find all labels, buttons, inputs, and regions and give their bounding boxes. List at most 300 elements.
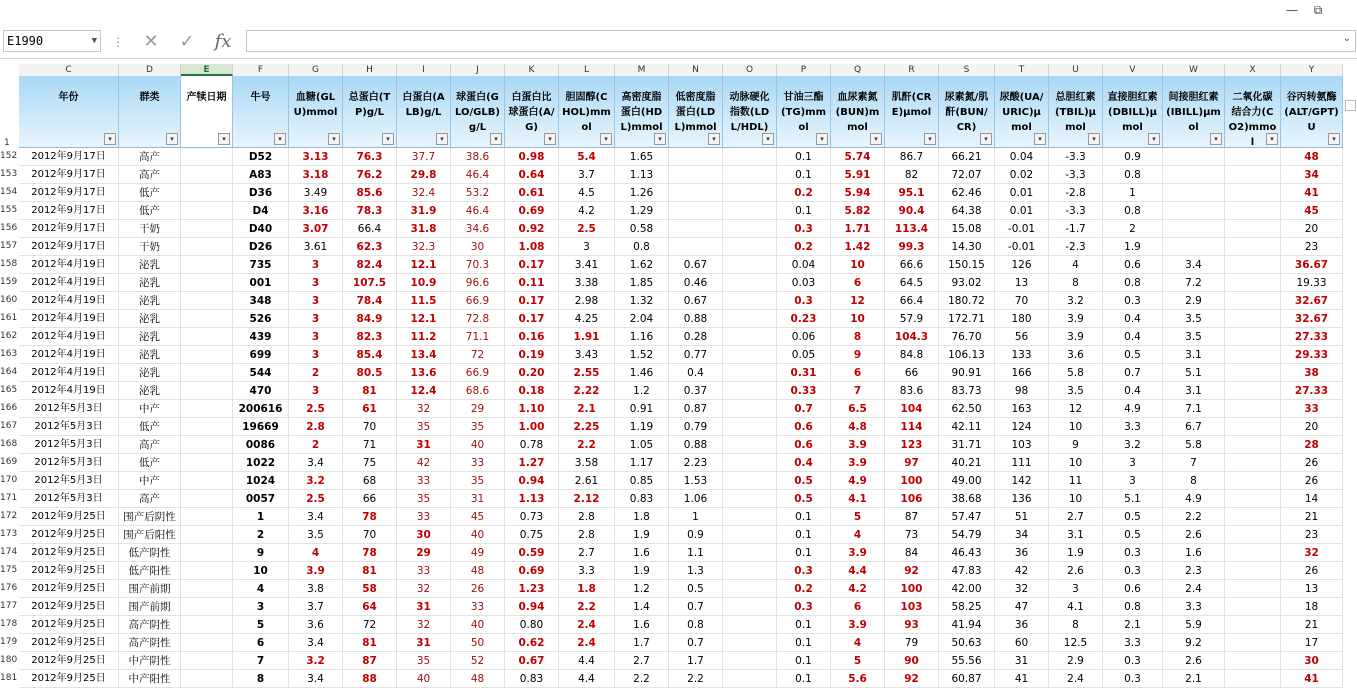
column-letter-v[interactable]: V [1103, 64, 1163, 76]
table-cell[interactable]: 0.83 [505, 670, 559, 688]
table-cell[interactable] [1225, 310, 1281, 328]
column-letter-t[interactable]: T [995, 64, 1049, 76]
table-cell[interactable]: 66.4 [343, 220, 397, 238]
table-cell[interactable]: 0.1 [777, 166, 831, 184]
table-cell[interactable]: 2012年5月3日 [19, 454, 119, 472]
table-cell[interactable]: 1.32 [615, 292, 669, 310]
table-cell[interactable]: 58 [343, 580, 397, 598]
table-cell[interactable]: 40 [451, 436, 505, 454]
table-cell[interactable] [723, 382, 777, 400]
table-cell[interactable]: 围产后阴性 [119, 508, 181, 526]
table-cell[interactable]: 544 [233, 364, 289, 382]
table-cell[interactable]: 1.85 [615, 274, 669, 292]
table-cell[interactable]: 1.1 [669, 544, 723, 562]
row-number[interactable]: 1 [4, 138, 10, 148]
column-letter-h[interactable]: H [343, 64, 397, 76]
table-cell[interactable]: 76.2 [343, 166, 397, 184]
table-cell[interactable]: 10 [1049, 454, 1103, 472]
table-cell[interactable]: 3 [1103, 454, 1163, 472]
table-cell[interactable]: 4.1 [1049, 598, 1103, 616]
table-cell[interactable]: 38.68 [939, 490, 995, 508]
table-cell[interactable]: 0.8 [615, 238, 669, 256]
column-letter-d[interactable]: D [119, 64, 181, 76]
table-cell[interactable]: 0.7 [669, 634, 723, 652]
column-letter-p[interactable]: P [777, 64, 831, 76]
table-cell[interactable] [181, 562, 233, 580]
table-cell[interactable]: 2.4 [1163, 580, 1225, 598]
table-cell[interactable]: 0.01 [995, 184, 1049, 202]
table-cell[interactable]: 0057 [233, 490, 289, 508]
table-cell[interactable] [1225, 634, 1281, 652]
table-cell[interactable]: 2012年9月17日 [19, 166, 119, 184]
table-cell[interactable]: 0.17 [505, 256, 559, 274]
formula-input[interactable] [246, 30, 1356, 52]
row-number[interactable]: 179 [0, 637, 18, 647]
table-cell[interactable]: 45 [451, 508, 505, 526]
row-number[interactable]: 162 [0, 331, 18, 341]
table-cell[interactable]: 1.9 [1103, 238, 1163, 256]
table-cell[interactable] [1163, 184, 1225, 202]
table-cell[interactable]: 86.7 [885, 148, 939, 166]
table-cell[interactable]: 0.8 [1103, 598, 1163, 616]
table-cell[interactable]: 72.07 [939, 166, 995, 184]
table-cell[interactable]: 78 [343, 544, 397, 562]
table-cell[interactable]: 泌乳 [119, 364, 181, 382]
table-cell[interactable]: 2.1 [559, 400, 615, 418]
name-box[interactable] [3, 30, 101, 52]
row-number[interactable]: 172 [0, 511, 18, 521]
table-cell[interactable]: 85.6 [343, 184, 397, 202]
table-cell[interactable]: D40 [233, 220, 289, 238]
table-cell[interactable]: 0.5 [1103, 346, 1163, 364]
table-cell[interactable]: 46.4 [451, 166, 505, 184]
table-cell[interactable]: 72 [343, 616, 397, 634]
table-cell[interactable]: 高产 [119, 166, 181, 184]
table-cell[interactable]: 1.7 [615, 634, 669, 652]
table-cell[interactable]: 90.91 [939, 364, 995, 382]
table-cell[interactable]: 2012年5月3日 [19, 400, 119, 418]
table-cell[interactable]: 3.61 [289, 238, 343, 256]
table-cell[interactable]: 4 [831, 634, 885, 652]
table-cell[interactable]: 1.65 [615, 148, 669, 166]
table-cell[interactable]: 33 [397, 562, 451, 580]
table-cell[interactable]: 3.1 [1049, 526, 1103, 544]
table-cell[interactable]: 5.74 [831, 148, 885, 166]
table-cell[interactable]: -3.3 [1049, 148, 1103, 166]
table-cell[interactable]: 3.1 [1163, 382, 1225, 400]
table-cell[interactable]: 3 [289, 256, 343, 274]
table-cell[interactable]: 87 [343, 652, 397, 670]
table-cell[interactable]: 14 [1281, 490, 1343, 508]
table-cell[interactable]: 0.1 [777, 148, 831, 166]
table-cell[interactable] [723, 544, 777, 562]
filter-dropdown-icon[interactable]: ▾ [816, 133, 828, 145]
table-cell[interactable]: 0.31 [777, 364, 831, 382]
table-cell[interactable]: 12.1 [397, 310, 451, 328]
filter-dropdown-icon[interactable]: ▾ [104, 133, 116, 145]
table-cell[interactable]: 3.7 [289, 598, 343, 616]
table-cell[interactable]: 26 [451, 580, 505, 598]
table-cell[interactable]: 5.8 [1049, 364, 1103, 382]
table-cell[interactable]: 97 [885, 454, 939, 472]
table-cell[interactable] [181, 382, 233, 400]
row-number[interactable]: 170 [0, 475, 18, 485]
table-cell[interactable] [181, 418, 233, 436]
table-cell[interactable] [1225, 202, 1281, 220]
table-cell[interactable]: 0.61 [505, 184, 559, 202]
table-cell[interactable]: 1.52 [615, 346, 669, 364]
table-cell[interactable]: 81 [343, 382, 397, 400]
table-cell[interactable]: 1.4 [615, 598, 669, 616]
table-cell[interactable]: 0.5 [669, 580, 723, 598]
table-cell[interactable]: 0.3 [777, 598, 831, 616]
table-cell[interactable]: 3.07 [289, 220, 343, 238]
table-cell[interactable]: 32.3 [397, 238, 451, 256]
table-cell[interactable]: 42 [397, 454, 451, 472]
table-cell[interactable]: 0.3 [777, 562, 831, 580]
table-cell[interactable]: 26 [1281, 454, 1343, 472]
table-cell[interactable]: 0.1 [777, 634, 831, 652]
table-cell[interactable]: 4.4 [831, 562, 885, 580]
table-cell[interactable] [1225, 472, 1281, 490]
table-cell[interactable]: 0.16 [505, 328, 559, 346]
table-cell[interactable]: 52 [451, 652, 505, 670]
table-cell[interactable]: 0.8 [1103, 202, 1163, 220]
table-cell[interactable]: 80.5 [343, 364, 397, 382]
table-cell[interactable]: 2 [289, 436, 343, 454]
table-cell[interactable]: 4 [233, 580, 289, 598]
table-cell[interactable]: 0.69 [505, 562, 559, 580]
table-cell[interactable] [181, 652, 233, 670]
table-cell[interactable]: 0.80 [505, 616, 559, 634]
table-cell[interactable] [181, 274, 233, 292]
table-cell[interactable]: 6.7 [1163, 418, 1225, 436]
table-cell[interactable]: 2012年4月19日 [19, 256, 119, 274]
table-cell[interactable]: 150.15 [939, 256, 995, 274]
table-cell[interactable]: 3.9 [831, 616, 885, 634]
table-cell[interactable] [723, 274, 777, 292]
table-cell[interactable]: 32.4 [397, 184, 451, 202]
table-cell[interactable]: -2.8 [1049, 184, 1103, 202]
row-number[interactable]: 153 [0, 169, 18, 179]
table-cell[interactable]: 111 [995, 454, 1049, 472]
table-cell[interactable]: 1.17 [615, 454, 669, 472]
table-cell[interactable]: 3 [289, 310, 343, 328]
table-cell[interactable] [181, 238, 233, 256]
column-letter-k[interactable]: K [505, 64, 559, 76]
table-cell[interactable]: 19.33 [1281, 274, 1343, 292]
table-cell[interactable]: 2012年5月3日 [19, 418, 119, 436]
table-cell[interactable]: 2012年9月25日 [19, 526, 119, 544]
column-letter-j[interactable]: J [451, 64, 505, 76]
column-letter-n[interactable]: N [669, 64, 723, 76]
table-cell[interactable]: 0.04 [995, 148, 1049, 166]
table-cell[interactable]: 泌乳 [119, 382, 181, 400]
table-cell[interactable] [669, 184, 723, 202]
table-cell[interactable] [1225, 616, 1281, 634]
table-cell[interactable]: 泌乳 [119, 292, 181, 310]
table-cell[interactable]: 1.26 [615, 184, 669, 202]
table-cell[interactable]: 5.9 [1163, 616, 1225, 634]
table-cell[interactable]: 1.6 [615, 616, 669, 634]
table-cell[interactable] [1225, 184, 1281, 202]
table-cell[interactable]: 5.4 [559, 148, 615, 166]
table-cell[interactable]: 30 [451, 238, 505, 256]
table-cell[interactable]: 低产 [119, 454, 181, 472]
table-cell[interactable]: 33 [397, 508, 451, 526]
table-cell[interactable]: 0.2 [777, 238, 831, 256]
table-cell[interactable]: 31.9 [397, 202, 451, 220]
table-cell[interactable]: 3.13 [289, 148, 343, 166]
table-cell[interactable]: 40 [451, 616, 505, 634]
table-cell[interactable]: 0.7 [777, 400, 831, 418]
table-cell[interactable]: 2.2 [559, 436, 615, 454]
table-cell[interactable]: 2012年9月17日 [19, 148, 119, 166]
table-cell[interactable]: 0.8 [669, 616, 723, 634]
table-cell[interactable] [669, 148, 723, 166]
table-cell[interactable]: 低产阳性 [119, 562, 181, 580]
table-cell[interactable]: 2012年9月17日 [19, 184, 119, 202]
table-cell[interactable]: 3.9 [1049, 310, 1103, 328]
table-cell[interactable]: 735 [233, 256, 289, 274]
table-cell[interactable]: 3.2 [1049, 292, 1103, 310]
column-letter-q[interactable]: Q [831, 64, 885, 76]
table-cell[interactable]: 3.9 [1049, 328, 1103, 346]
table-cell[interactable]: 3.3 [1163, 598, 1225, 616]
table-cell[interactable] [1225, 220, 1281, 238]
table-cell[interactable]: 31 [451, 490, 505, 508]
table-cell[interactable]: 92 [885, 670, 939, 688]
table-cell[interactable]: 2012年4月19日 [19, 346, 119, 364]
table-cell[interactable]: 29.33 [1281, 346, 1343, 364]
table-cell[interactable] [669, 166, 723, 184]
table-cell[interactable]: 1.05 [615, 436, 669, 454]
table-cell[interactable]: 72 [451, 346, 505, 364]
table-cell[interactable] [723, 148, 777, 166]
filter-dropdown-icon[interactable]: ▾ [166, 133, 178, 145]
table-cell[interactable]: 3.4 [289, 454, 343, 472]
table-cell[interactable]: 75 [343, 454, 397, 472]
table-cell[interactable]: 3.18 [289, 166, 343, 184]
table-cell[interactable]: 95.1 [885, 184, 939, 202]
table-cell[interactable]: 0.3 [1103, 292, 1163, 310]
table-cell[interactable] [181, 202, 233, 220]
table-cell[interactable]: 68.6 [451, 382, 505, 400]
table-cell[interactable]: 3.9 [831, 454, 885, 472]
enter-check-icon[interactable]: ✓ [179, 31, 195, 52]
table-cell[interactable]: 2012年9月25日 [19, 616, 119, 634]
table-cell[interactable]: 6 [831, 598, 885, 616]
table-cell[interactable]: 0.37 [669, 382, 723, 400]
table-cell[interactable]: 45 [1281, 202, 1343, 220]
table-cell[interactable]: 71 [343, 436, 397, 454]
filter-dropdown-icon[interactable]: ▾ [1328, 133, 1340, 145]
table-cell[interactable]: 49.00 [939, 472, 995, 490]
table-cell[interactable]: 47.83 [939, 562, 995, 580]
table-cell[interactable]: 81 [343, 562, 397, 580]
table-cell[interactable]: 41.94 [939, 616, 995, 634]
table-cell[interactable]: 35 [397, 418, 451, 436]
column-letter-f[interactable]: F [233, 64, 289, 76]
table-cell[interactable] [1225, 652, 1281, 670]
table-cell[interactable]: 35 [397, 652, 451, 670]
table-cell[interactable]: 12 [831, 292, 885, 310]
table-cell[interactable] [723, 256, 777, 274]
table-cell[interactable]: 38 [1281, 364, 1343, 382]
column-letter-i[interactable]: I [397, 64, 451, 76]
table-cell[interactable]: 5.94 [831, 184, 885, 202]
column-letter-e[interactable]: E [181, 64, 233, 76]
table-cell[interactable]: 526 [233, 310, 289, 328]
table-cell[interactable]: 40 [397, 670, 451, 688]
table-cell[interactable]: 3.9 [831, 436, 885, 454]
table-cell[interactable]: D26 [233, 238, 289, 256]
table-cell[interactable]: 31 [995, 652, 1049, 670]
table-cell[interactable]: 0.4 [1103, 328, 1163, 346]
table-cell[interactable]: 0.17 [505, 310, 559, 328]
table-cell[interactable]: 126 [995, 256, 1049, 274]
table-cell[interactable]: 82.3 [343, 328, 397, 346]
table-cell[interactable]: 48 [451, 562, 505, 580]
table-cell[interactable] [1225, 400, 1281, 418]
table-cell[interactable]: 0.9 [1103, 148, 1163, 166]
filter-dropdown-icon[interactable]: ▾ [382, 133, 394, 145]
table-cell[interactable]: 36 [995, 544, 1049, 562]
table-cell[interactable]: 36.67 [1281, 256, 1343, 274]
table-cell[interactable]: 3.5 [1163, 310, 1225, 328]
table-cell[interactable]: 470 [233, 382, 289, 400]
table-cell[interactable]: 2.22 [559, 382, 615, 400]
table-cell[interactable]: 0.67 [669, 256, 723, 274]
table-cell[interactable]: 93.02 [939, 274, 995, 292]
table-cell[interactable]: 2012年9月25日 [19, 544, 119, 562]
minimize-icon[interactable]: — [1286, 3, 1298, 17]
table-cell[interactable]: 30 [1281, 652, 1343, 670]
table-cell[interactable]: 3.49 [289, 184, 343, 202]
table-cell[interactable] [181, 166, 233, 184]
table-cell[interactable] [181, 436, 233, 454]
table-cell[interactable]: 2012年4月19日 [19, 364, 119, 382]
table-cell[interactable]: 1 [669, 508, 723, 526]
table-cell[interactable]: 1.29 [615, 202, 669, 220]
table-cell[interactable]: -0.01 [995, 238, 1049, 256]
table-cell[interactable]: 61 [343, 400, 397, 418]
row-number[interactable]: 164 [0, 367, 18, 377]
table-cell[interactable] [181, 490, 233, 508]
table-cell[interactable]: 84.8 [885, 346, 939, 364]
table-cell[interactable]: 2012年9月25日 [19, 670, 119, 688]
table-cell[interactable]: 82.4 [343, 256, 397, 274]
table-cell[interactable]: D52 [233, 148, 289, 166]
table-cell[interactable]: 79 [885, 634, 939, 652]
table-cell[interactable]: 58.25 [939, 598, 995, 616]
table-cell[interactable]: 0.3 [1103, 544, 1163, 562]
table-cell[interactable]: 12 [1049, 400, 1103, 418]
table-cell[interactable]: 13.4 [397, 346, 451, 364]
table-cell[interactable]: 42 [995, 562, 1049, 580]
table-cell[interactable]: 0.1 [777, 670, 831, 688]
table-cell[interactable]: 10 [831, 256, 885, 274]
table-cell[interactable]: 699 [233, 346, 289, 364]
table-cell[interactable]: 3.5 [1163, 328, 1225, 346]
table-cell[interactable]: 3 [289, 382, 343, 400]
table-cell[interactable]: 5.82 [831, 202, 885, 220]
table-cell[interactable]: 2012年9月25日 [19, 508, 119, 526]
table-cell[interactable]: 高产 [119, 490, 181, 508]
table-cell[interactable] [1225, 166, 1281, 184]
table-cell[interactable]: 0.03 [777, 274, 831, 292]
table-cell[interactable]: 348 [233, 292, 289, 310]
table-cell[interactable]: 0.75 [505, 526, 559, 544]
table-cell[interactable]: 10.9 [397, 274, 451, 292]
table-cell[interactable]: 0.4 [1103, 310, 1163, 328]
table-cell[interactable]: 0.02 [995, 166, 1049, 184]
table-cell[interactable]: 1.00 [505, 418, 559, 436]
table-cell[interactable] [723, 598, 777, 616]
table-cell[interactable]: 26 [1281, 472, 1343, 490]
table-cell[interactable]: 32 [1281, 544, 1343, 562]
table-cell[interactable]: 干奶 [119, 220, 181, 238]
table-cell[interactable]: 83.6 [885, 382, 939, 400]
table-cell[interactable]: 113.4 [885, 220, 939, 238]
table-cell[interactable] [723, 346, 777, 364]
table-cell[interactable]: 98 [995, 382, 1049, 400]
table-cell[interactable]: 4.9 [831, 472, 885, 490]
table-cell[interactable]: 85.4 [343, 346, 397, 364]
table-cell[interactable]: -3.3 [1049, 202, 1103, 220]
table-cell[interactable]: 4.2 [559, 202, 615, 220]
table-cell[interactable]: 3.9 [831, 544, 885, 562]
table-cell[interactable]: 2.4 [559, 616, 615, 634]
table-cell[interactable]: 1.13 [615, 166, 669, 184]
table-cell[interactable]: 0.59 [505, 544, 559, 562]
table-cell[interactable]: 9.2 [1163, 634, 1225, 652]
row-number[interactable]: 176 [0, 583, 18, 593]
table-cell[interactable]: D36 [233, 184, 289, 202]
table-cell[interactable]: 106.13 [939, 346, 995, 364]
table-cell[interactable]: 0.8 [1103, 274, 1163, 292]
table-cell[interactable]: 0.91 [615, 400, 669, 418]
table-cell[interactable] [1225, 580, 1281, 598]
column-letter-w[interactable]: W [1163, 64, 1225, 76]
table-cell[interactable]: 8 [233, 670, 289, 688]
table-cell[interactable]: 62.46 [939, 184, 995, 202]
table-cell[interactable]: 64 [343, 598, 397, 616]
table-cell[interactable]: 0.1 [777, 202, 831, 220]
table-cell[interactable]: 2 [289, 364, 343, 382]
table-cell[interactable]: 8 [831, 328, 885, 346]
table-cell[interactable] [1225, 274, 1281, 292]
filter-dropdown-icon[interactable]: ▾ [980, 133, 992, 145]
table-cell[interactable]: 123 [885, 436, 939, 454]
table-cell[interactable]: 46.43 [939, 544, 995, 562]
table-cell[interactable]: 439 [233, 328, 289, 346]
table-cell[interactable]: 76.3 [343, 148, 397, 166]
table-cell[interactable]: 2.1 [1163, 670, 1225, 688]
table-cell[interactable]: 0.4 [777, 454, 831, 472]
table-cell[interactable] [1225, 382, 1281, 400]
table-cell[interactable]: 92 [885, 562, 939, 580]
row-number[interactable]: 166 [0, 403, 18, 413]
row-number[interactable]: 178 [0, 619, 18, 629]
table-cell[interactable]: 3.3 [1103, 418, 1163, 436]
table-cell[interactable] [1225, 526, 1281, 544]
row-number[interactable]: 159 [0, 277, 18, 287]
table-cell[interactable]: 0.92 [505, 220, 559, 238]
table-cell[interactable]: 0.3 [777, 220, 831, 238]
table-cell[interactable]: 2.2 [615, 670, 669, 688]
table-cell[interactable]: 13.6 [397, 364, 451, 382]
